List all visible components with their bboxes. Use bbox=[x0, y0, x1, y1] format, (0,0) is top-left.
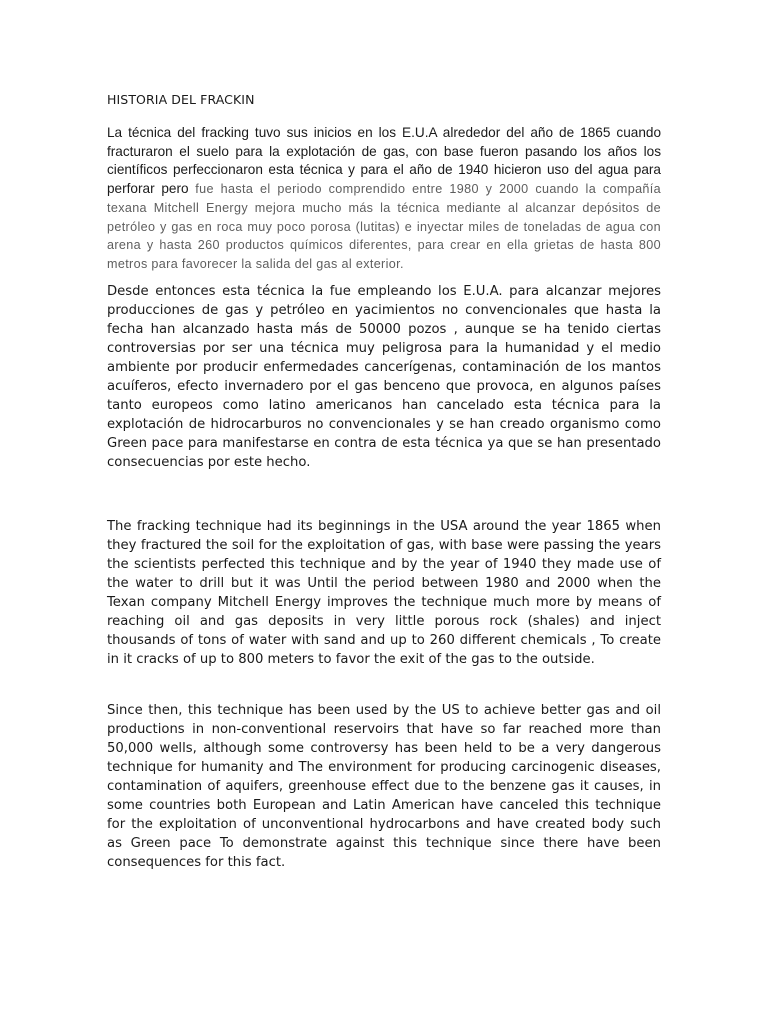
paragraph-1-grey-text: fue hasta el periodo comprendido entre 1980 y 2000 cuando la compañía texana Mitchell Energy mejora mucho más la técnica mediante al alcanzar depósitos de petróleo y gas en roca muy poco porosa (lutitas) e inyectar miles de toneladas de agua con arena y hasta 260 productos químicos diferentes, para crear en ella grietas de hasta 800 metros para favorecer la salida del gas al exterior. bbox=[107, 182, 661, 271]
paragraph-history-english-2: Since then, this technique has been used by the US to achieve better gas and oil productions in non-conventional reservoirs that have so far reached more than 50,000 wells, although some controversy has been held to be a very dangerous technique for humanity and The environment for producing carcinogenic diseases, contamination of aquifers, greenhouse effect due to the benzene gas it causes, in some countries both European and Latin American have canceled this technique for the exploitation of unconventional hydrocarbons and have created body such as Green pace To demonstrate against this technique since there have been consequences for this fact. bbox=[107, 703, 661, 870]
document-title: HISTORIA DEL FRACKIN bbox=[107, 92, 255, 107]
paragraph-1-dark-text: La técnica del fracking tuvo sus inicios en los E.U.A alrededor del año de 1865 cuando fracturaron el suelo para la explotación de gas, con base fueron pasando los años los científicos perfeccionaron esta técnica y para el año de 1940 hicieron uso del agua para perforar pero bbox=[107, 125, 661, 197]
paragraph-history-english-1: The fracking technique had its beginnings in the USA around the year 1865 when they fractured the soil for the exploitation of gas, with base were passing the years the scientists perfected this technique and by the year of 1940 they made use of the water to drill but it was Until the period between 1980 and 2000 when the Texan company Mitchell Energy improves the technique much more by means of reaching oil and gas deposits in very little porous rock (shales) and inject thousands of tons of water with sand and up to 260 different chemicals , To create in it cracks of up to 800 meters to favor the exit of the gas to the outside. bbox=[107, 519, 661, 667]
paragraph-history-spanish-1 bbox=[107, 124, 661, 274]
paragraph-history-spanish-2: Desde entonces esta técnica la fue empleando los E.U.A. para alcanzar mejores producciones de gas y petróleo en yacimientos no convencionales que hasta la fecha han alcanzado hasta más de 50000 pozos , aunque se ha tenido ciertas controversias por ser una técnica muy peligrosa para la humanidad y el medio ambiente por producir enfermedades cancerígenas, contaminación de los mantos acuíferos, efecto invernadero por el gas benceno que provoca, en algunos países tanto europeos como latino americanos han cancelado esta técnica para la explotación de hidrocarburos no convencionales y se han creado organismo como Green pace para manifestarse en contra de esta técnica ya que se han presentado consecuencias por este hecho. bbox=[107, 284, 661, 470]
